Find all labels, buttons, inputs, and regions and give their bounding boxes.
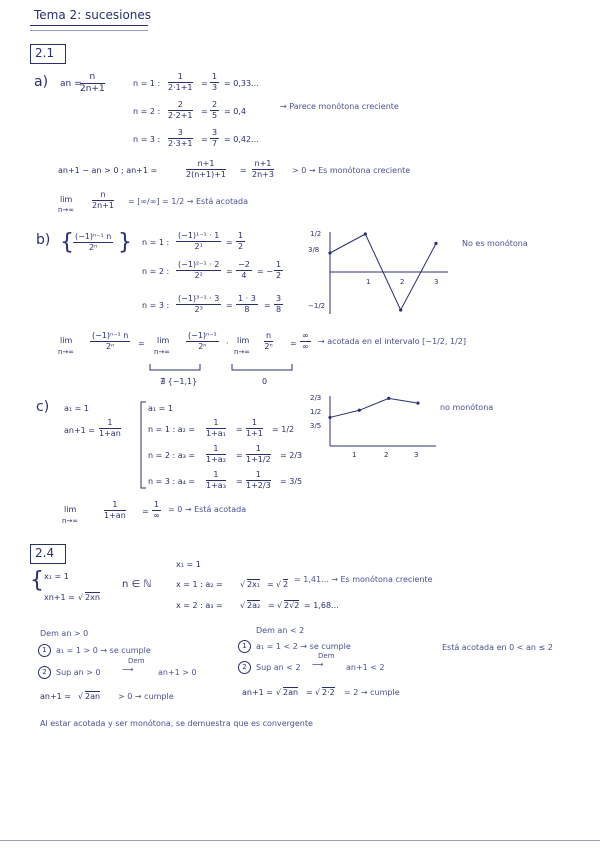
b-r3-frac2 [236, 295, 258, 314]
c-r2-den: 1+a₂ [206, 455, 226, 464]
ex24-r2-lhs: x = 2 : a₃ = [176, 601, 223, 610]
graph-c-point-0 [328, 416, 331, 419]
b-right-brace: } [118, 230, 132, 255]
b-r2-den3: 2 [276, 271, 282, 280]
ex24-m2-a: Sup an < 2 [256, 663, 301, 672]
b-lim-num: (−1)ⁿ⁻¹ n [92, 331, 129, 340]
graph-c-ytick-top: 2/3 [310, 394, 322, 402]
graph-b-ytick-top: 1/2 [310, 230, 322, 238]
graph-c-xtick-1: 1 [352, 451, 357, 459]
b-r3-eq: = [226, 301, 233, 310]
b-lim2-sub: n→∞ [154, 348, 171, 356]
b-r3-num: (−1)³⁻¹ · 3 [178, 294, 220, 303]
b-r2-frac [176, 261, 221, 280]
c-r3-frac2 [246, 471, 271, 490]
b-lim2-num: (−1)ⁿ⁻¹ [188, 331, 217, 340]
exercise-label-2-4: 2.4 [35, 546, 55, 560]
ex24-m2-b: an+1 < 2 [346, 663, 385, 672]
c-r3-lhs: n = 3 : a₄ = [148, 477, 196, 486]
ex24-sys2-rad: 2xn [85, 593, 100, 602]
c-lim-frac [104, 501, 126, 520]
c-r3-num: 1 [206, 471, 226, 481]
c-r1-den: 1+a₁ [206, 429, 226, 438]
ex24-l1-circle: 1 [38, 644, 51, 657]
graph-c-xtick-2: 2 [384, 451, 389, 459]
b-lim2-den: 2ⁿ [198, 342, 207, 351]
a-r3-den: 2·3+1 [168, 139, 193, 148]
c-lim: lim [64, 505, 77, 514]
a-r1-num: 1 [168, 73, 193, 83]
b-r3-lhs: n = 3 : [142, 301, 170, 310]
c-lim-den2: ∞ [153, 511, 160, 520]
c-brace-a1: a₁ = 1 [148, 404, 173, 413]
b-lim: lim [60, 336, 73, 345]
ex24-sys2-lhs: xn+1 = [44, 593, 75, 602]
b-r2-eq2: = − [257, 267, 273, 276]
b-lim3-num: n [266, 331, 272, 340]
ex24-m3-lhs: an+1 = [242, 688, 274, 697]
c-r3-den2: 1+2/3 [246, 481, 271, 490]
b-left-brace: { [60, 230, 74, 255]
a-mono-frac2 [252, 160, 274, 179]
b-r1-eq: = [226, 238, 233, 247]
ex24-m1: a₁ = 1 < 2 → se cumple [256, 642, 351, 651]
ex24-l3-res: > 0 → cumple [118, 692, 174, 701]
a-lim-res: = [∞/∞] = 1/2 → Está acotada [128, 197, 248, 206]
c-lim-num: 1 [104, 501, 126, 511]
graph-b-point-2 [399, 308, 402, 311]
c-r2-num: 1 [206, 445, 226, 455]
a-r3-lhs: n = 3 : [133, 135, 161, 144]
a-r2-num2: 2 [212, 100, 218, 109]
c-lim-num2: 1 [154, 500, 160, 509]
b-r1-lhs: n = 1 : [142, 238, 170, 247]
ex24-l1: a₁ = 1 > 0 → se cumple [56, 646, 151, 655]
c-lim-sub: n→∞ [62, 517, 79, 525]
ex24-m3-rad-sign: √ [276, 688, 282, 697]
a-lim-frac [92, 191, 114, 210]
ex24-sys1: x₁ = 1 [44, 572, 69, 581]
b-seq-den: 2ⁿ [88, 243, 98, 252]
ex24-m2-arrow: ⟶ [312, 660, 324, 669]
b-r1-num2: 1 [238, 231, 244, 240]
b-seq-num: (−1)ⁿ⁻¹ n [75, 232, 112, 241]
a-r2-note: → Parece monótona creciente [280, 102, 399, 111]
c-rec-num: 1 [99, 419, 121, 429]
ex24-r2-rad: 2a₂ [247, 601, 261, 610]
c-bracket [138, 400, 148, 490]
b-r1-den2: 2 [238, 242, 244, 251]
b-lim-den: 2ⁿ [105, 342, 115, 351]
ex24-r2-eq: = [268, 601, 275, 610]
b-r1-num: (−1)¹⁻¹ · 1 [178, 231, 220, 240]
c-rec-frac [99, 419, 121, 438]
b-lim-eq: = [138, 339, 145, 348]
ex24-r1-rad-sign: √ [240, 580, 246, 589]
b-under-1: ∄ {−1,1} [160, 377, 198, 386]
c-r2-frac2 [246, 445, 271, 464]
ex24-r2-res: = 1,68... [304, 601, 339, 610]
a-r2-frac2 [210, 101, 219, 120]
part-b-tag: b) [36, 232, 51, 248]
b-lim3: lim [237, 336, 250, 345]
graph-c [300, 392, 440, 462]
a-def-den: 2n+1 [80, 84, 105, 94]
ex24-domain: n ∈ ℕ [122, 579, 152, 590]
c-rec-lhs: an+1 = [64, 426, 96, 435]
a-r1-den2: 3 [212, 83, 218, 92]
c-r1-num: 1 [206, 419, 226, 429]
b-r3-eq2: = [264, 301, 271, 310]
ex24-m3-rad: 2an [283, 688, 299, 697]
b-lim-res-num: ∞ [302, 331, 309, 340]
ex24-l2-arrow: ⟶ [122, 665, 134, 674]
c-lim-den: 1+an [104, 511, 126, 520]
c-r3-frac [206, 471, 226, 490]
c-r2-den2: 1+1/2 [246, 455, 271, 464]
graph-c-ytick-bot: 3/5 [310, 422, 322, 430]
graph-b-point-0 [328, 251, 331, 254]
a-r3-frac2 [210, 129, 219, 148]
ex24-m1-circle: 1 [238, 640, 251, 653]
c-r2-frac [206, 445, 226, 464]
a-mono-num: n+1 [186, 160, 226, 170]
a-r2-val: = 0,4 [224, 107, 246, 116]
ex24-r1-res: = 1,41... → Es monótona creciente [294, 575, 433, 584]
b-r1-den: 2¹ [194, 242, 203, 251]
a-r2-num: 2 [168, 101, 193, 111]
ex24-sys2-rad-sign: √ [78, 593, 84, 602]
a-mono-eq: = [240, 166, 247, 175]
c-r1-val: = 1/2 [272, 425, 295, 434]
title-underline-2 [30, 30, 148, 31]
ex24-r2-rad-sign: √ [240, 601, 246, 610]
a-r1-den: 2·1+1 [168, 83, 193, 92]
ex24-r1-rad2-sign: √ [276, 580, 282, 589]
graph-b-xtick-2: 2 [400, 278, 405, 286]
b-lim-res: → acotada en el intervalo [−1/2, 1/2] [318, 337, 466, 346]
b-r2-num3: 1 [276, 260, 282, 269]
ex24-r1-eq: = [267, 580, 274, 589]
ex24-l3-lhs: an+1 = [40, 692, 72, 701]
ex24-m3-rad2: 2·2 [322, 688, 335, 697]
graph-b-ytick-mid: 3/8 [308, 246, 320, 254]
graph-b [300, 226, 450, 316]
b-r2-num2: −2 [238, 260, 250, 269]
b-r3-den: 2³ [194, 305, 203, 314]
b-lim3-den: 2ⁿ [264, 342, 273, 351]
c-r2-lhs: n = 2 : a₃ = [148, 451, 196, 460]
a-r3-frac [168, 129, 193, 148]
graph-c-series-line [330, 398, 418, 417]
b-r1-frac2 [236, 232, 245, 251]
a-def-frac [80, 73, 105, 94]
c-r3-eq: = [236, 477, 243, 486]
b-underbrace-1 [150, 364, 200, 370]
ex24-l2-over: Dem [128, 657, 145, 665]
a-r2-lhs: n = 2 : [133, 107, 161, 116]
c-lim-frac2 [152, 501, 161, 520]
c-r2-num2: 1 [246, 445, 271, 455]
graph-b-ytick-bot: −1/2 [308, 302, 326, 310]
graph-b-xtick-3: 3 [434, 278, 439, 286]
c-r1-lhs: n = 1 : a₂ = [148, 425, 196, 434]
ex24-r1-rad2: 2 [283, 580, 289, 589]
c-note: no monótona [440, 403, 494, 412]
title-underline [30, 25, 148, 26]
b-r3-num2: 1 · 3 [238, 294, 256, 303]
a-mono-lhs: an+1 − an > 0 ; an+1 = [58, 166, 158, 175]
page-title: Tema 2: sucesiones [34, 8, 152, 22]
a-r1-val: = 0,33... [224, 79, 259, 88]
b-r2-eq: = [226, 267, 233, 276]
b-note: No es monótona [462, 239, 528, 248]
graph-b-point-3 [434, 242, 437, 245]
ex24-m3-rad2-sign: √ [315, 688, 321, 697]
a-r1-lhs: n = 1 : [133, 79, 161, 88]
a-lim-num: n [92, 191, 114, 201]
b-lim3-frac [264, 332, 273, 351]
c-r2-val: = 2/3 [280, 451, 303, 460]
a-r1-eq: = [201, 79, 208, 88]
graph-b-point-1 [364, 232, 367, 235]
b-r3-num3: 3 [276, 294, 282, 303]
c-r3-den: 1+a₃ [206, 481, 226, 490]
a-r3-eq: = [201, 135, 208, 144]
ex24-dem-right: Dem an < 2 [256, 626, 305, 635]
a-lim-sub: n→∞ [58, 206, 75, 214]
b-r2-frac2 [236, 261, 252, 280]
b-r3-den3: 8 [276, 305, 282, 314]
ex24-r2-rad2-sign: √ [277, 601, 283, 610]
c-r1-frac2 [246, 419, 263, 438]
c-rec-den: 1+an [99, 429, 121, 438]
ex24-m3-res: = 2 → cumple [344, 688, 400, 697]
b-underbraces [148, 362, 298, 374]
c-r1-den2: 1+1 [246, 429, 263, 438]
graph-c-point-2 [387, 397, 390, 400]
ex24-l2-b: an+1 > 0 [158, 668, 197, 677]
b-r2-num: (−1)²⁻¹ · 2 [178, 260, 220, 269]
c-bracket-path [141, 402, 146, 488]
a-r1-num2: 1 [212, 72, 218, 81]
graph-c-point-1 [358, 409, 361, 412]
b-lim-res-frac [300, 332, 311, 351]
b-r3-frac [176, 295, 221, 314]
b-r2-lhs: n = 2 : [142, 267, 170, 276]
b-r2-den: 2² [194, 271, 203, 280]
c-r2-eq: = [236, 451, 243, 460]
a-r3-val: = 0,42... [224, 135, 259, 144]
ex24-bound: Está acotada en 0 < an ≤ 2 [442, 643, 553, 652]
ex24-m2-circle: 2 [238, 661, 251, 674]
a-def-lhs: an = [60, 79, 82, 89]
ex24-conclusion: Al estar acotada y ser monótona, se demuestra que es convergente [40, 719, 313, 728]
a-lim: lim [60, 195, 73, 204]
ex24-x1: x₁ = 1 [176, 560, 201, 569]
a-r1-frac [168, 73, 193, 92]
b-seq-frac [73, 233, 113, 252]
a-lim-den: 2n+1 [92, 201, 114, 210]
a-r3-num: 3 [168, 129, 193, 139]
c-lim-eq: = [142, 507, 149, 516]
c-r3-num2: 1 [246, 471, 271, 481]
b-under-2: 0 [262, 377, 268, 386]
a-r1-frac2 [210, 73, 219, 92]
ex24-dem-left: Dem an > 0 [40, 629, 89, 638]
b-lim2: lim [157, 336, 170, 345]
b-r2-den2: 4 [241, 271, 247, 280]
b-lim-sub: n→∞ [58, 348, 75, 356]
b-lim2-frac [186, 332, 219, 351]
b-lim-dot: · [226, 339, 229, 348]
ex24-r2-rad2: 2√2 [284, 601, 300, 610]
a-mono-res: > 0 → Es monótona creciente [292, 166, 411, 175]
ex24-l3-rad: 2an [85, 692, 101, 701]
c-r1-eq: = [236, 425, 243, 434]
a-mono-frac [186, 160, 226, 179]
a-r3-num2: 3 [212, 128, 218, 137]
c-a1: a₁ = 1 [64, 404, 89, 413]
graph-c-xtick-3: 3 [414, 451, 419, 459]
graph-c-point-3 [416, 402, 419, 405]
b-r3-frac3 [274, 295, 283, 314]
a-r2-frac [168, 101, 193, 120]
exercise-label: 2.1 [35, 46, 55, 60]
ex24-brace: { [30, 568, 44, 593]
a-mono-num2: n+1 [252, 160, 274, 170]
c-lim-res: = 0 → Está acotada [168, 505, 247, 514]
ex24-m2-over: Dem [318, 652, 335, 660]
part-a-tag: a) [34, 74, 49, 90]
a-r2-den: 2·2+1 [168, 111, 193, 120]
b-lim-frac [90, 332, 130, 351]
b-lim-res-den: ∞ [302, 342, 309, 351]
c-r1-num2: 1 [246, 419, 263, 429]
b-r1-frac [176, 232, 221, 251]
ex24-r1-lhs: x = 1 : a₂ = [176, 580, 223, 589]
c-r3-val: = 3/5 [280, 477, 303, 486]
ex24-m3-eq: = [306, 688, 313, 697]
a-def-num: n [80, 73, 105, 84]
a-mono-den: 2(n+1)+1 [186, 170, 226, 179]
b-lim3-sub: n→∞ [234, 348, 251, 356]
c-r1-frac [206, 419, 226, 438]
ex24-r1-rad: 2x₁ [247, 580, 261, 589]
a-mono-den2: 2n+3 [252, 170, 274, 179]
a-r2-den2: 5 [212, 111, 218, 120]
part-c-tag: c) [36, 399, 50, 415]
ex24-l2-circle: 2 [38, 666, 51, 679]
page-bottom-edge [0, 840, 600, 841]
b-r2-frac3 [274, 261, 283, 280]
b-underbrace-2 [232, 364, 292, 370]
b-lim-res-eq: = [290, 339, 297, 348]
b-r3-den2: 8 [244, 305, 250, 314]
ex24-l2-a: Sup an > 0 [56, 668, 101, 677]
graph-c-ytick-mid: 1/2 [310, 408, 322, 416]
a-r3-den2: 7 [212, 139, 218, 148]
graph-b-xtick-1: 1 [366, 278, 371, 286]
a-r2-eq: = [201, 107, 208, 116]
ex24-l3-rad-sign: √ [78, 692, 84, 701]
